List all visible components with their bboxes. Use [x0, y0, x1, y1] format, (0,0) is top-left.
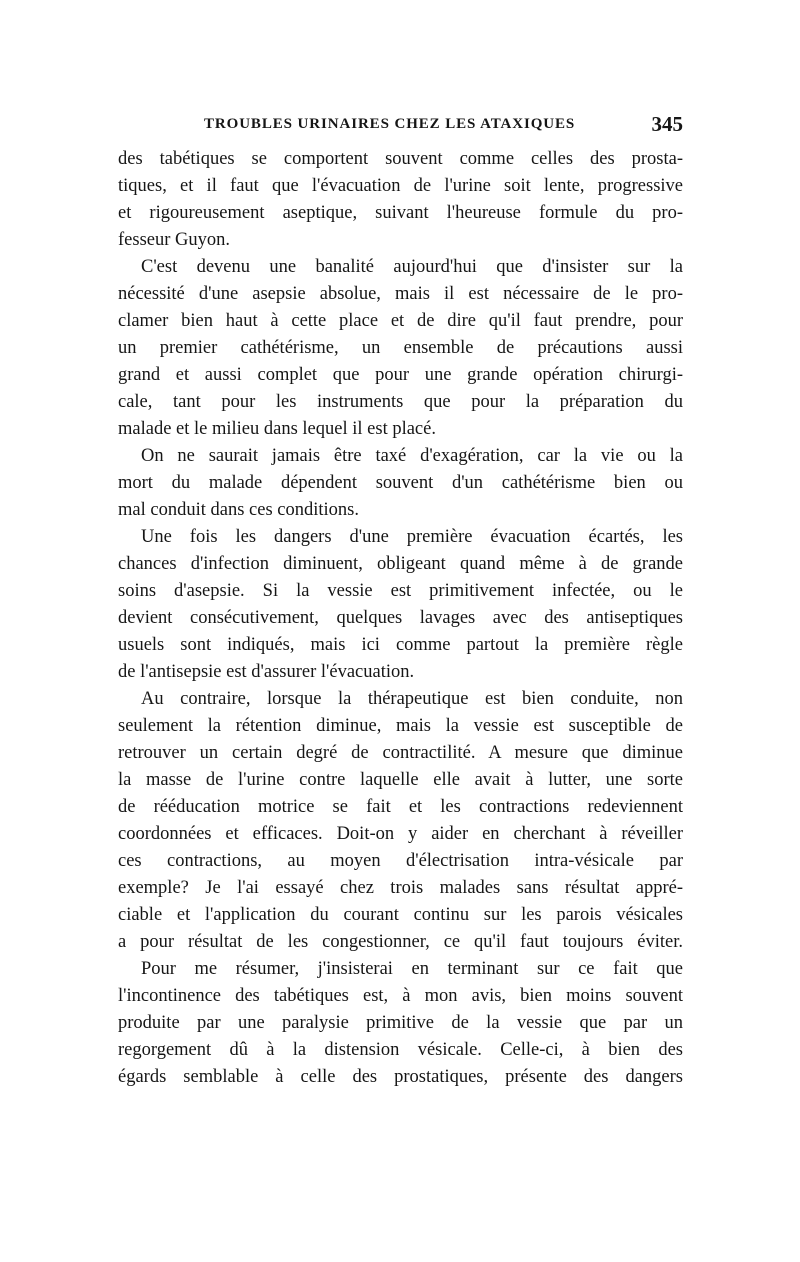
running-title: TROUBLES URINAIRES CHEZ LES ATAXIQUES: [204, 116, 576, 132]
text-line: Une fois les dangers d'une première évacuation écartés, les: [141, 527, 683, 547]
body-text: [118, 146, 683, 1091]
text-line: On ne saurait jamais être taxé d'exagération, car la vie ou la: [141, 446, 683, 466]
page-number: 345: [651, 112, 683, 136]
text-line: soins d'asepsie. Si la vessie est primitivement infectée, ou le: [118, 581, 683, 601]
page-header: [118, 112, 683, 142]
text-line: a pour résultat de les congestionner, ce qu'il faut toujours éviter.: [118, 932, 683, 952]
text-line: produite par une paralysie primitive de la vessie que par un: [118, 1013, 683, 1033]
text-line: des tabétiques se comportent souvent comme celles des prosta-: [118, 149, 683, 169]
text-line: la masse de l'urine contre laquelle elle avait à lutter, une sorte: [118, 770, 683, 790]
text-line: de rééducation motrice se fait et les contractions redeviennent: [118, 797, 683, 817]
text-line: seulement la rétention diminue, mais la vessie est susceptible de: [118, 716, 683, 736]
text-line: et rigoureusement aseptique, suivant l'heureuse formule du pro-: [118, 203, 683, 223]
text-line: fesseur Guyon.: [118, 230, 231, 250]
text-line: tiques, et il faut que l'évacuation de l'urine soit lente, progressive: [118, 176, 683, 196]
text-line: retrouver un certain degré de contractilité. A mesure que diminue: [118, 743, 683, 763]
text-line: grand et aussi complet que pour une grande opération chirurgi-: [118, 365, 683, 385]
text-line: ciable et l'application du courant continu sur les parois vésicales: [118, 905, 683, 925]
text-line: chances d'infection diminuent, obligeant quand même à de grande: [118, 554, 683, 574]
text-line: de l'antisepsie est d'assurer l'évacuation.: [118, 662, 415, 682]
text-line: devient consécutivement, quelques lavages avec des antiseptiques: [118, 608, 683, 628]
text-line: mal conduit dans ces conditions.: [118, 500, 359, 520]
text-line: ces contractions, au moyen d'électrisation intra-vésicale par: [118, 851, 683, 871]
text-line: égards semblable à celle des prostatiques, présente des dangers: [118, 1067, 683, 1087]
text-line: mort du malade dépendent souvent d'un cathétérisme bien ou: [118, 473, 683, 493]
text-line: exemple? Je l'ai essayé chez trois malades sans résultat appré-: [118, 878, 683, 898]
text-line: Au contraire, lorsque la thérapeutique est bien conduite, non: [141, 689, 683, 709]
text-line: usuels sont indiqués, mais ici comme partout la première règle: [118, 635, 683, 655]
text-line: malade et le milieu dans lequel il est placé.: [118, 419, 436, 439]
text-line: un premier cathétérisme, un ensemble de précautions aussi: [118, 338, 683, 358]
text-line: regorgement dû à la distension vésicale. Celle-ci, à bien des: [118, 1040, 683, 1060]
text-line: nécessité d'une asepsie absolue, mais il est nécessaire de le pro-: [118, 284, 683, 304]
text-line: l'incontinence des tabétiques est, à mon avis, bien moins souvent: [118, 986, 683, 1006]
text-line: coordonnées et efficaces. Doit-on y aider en cherchant à réveiller: [118, 824, 683, 844]
text-line: Pour me résumer, j'insisterai en terminant sur ce fait que: [141, 959, 683, 979]
text-line: C'est devenu une banalité aujourd'hui que d'insister sur la: [141, 257, 683, 277]
text-line: clamer bien haut à cette place et de dire qu'il faut prendre, pour: [118, 311, 683, 331]
text-line: cale, tant pour les instruments que pour la préparation du: [118, 392, 683, 412]
